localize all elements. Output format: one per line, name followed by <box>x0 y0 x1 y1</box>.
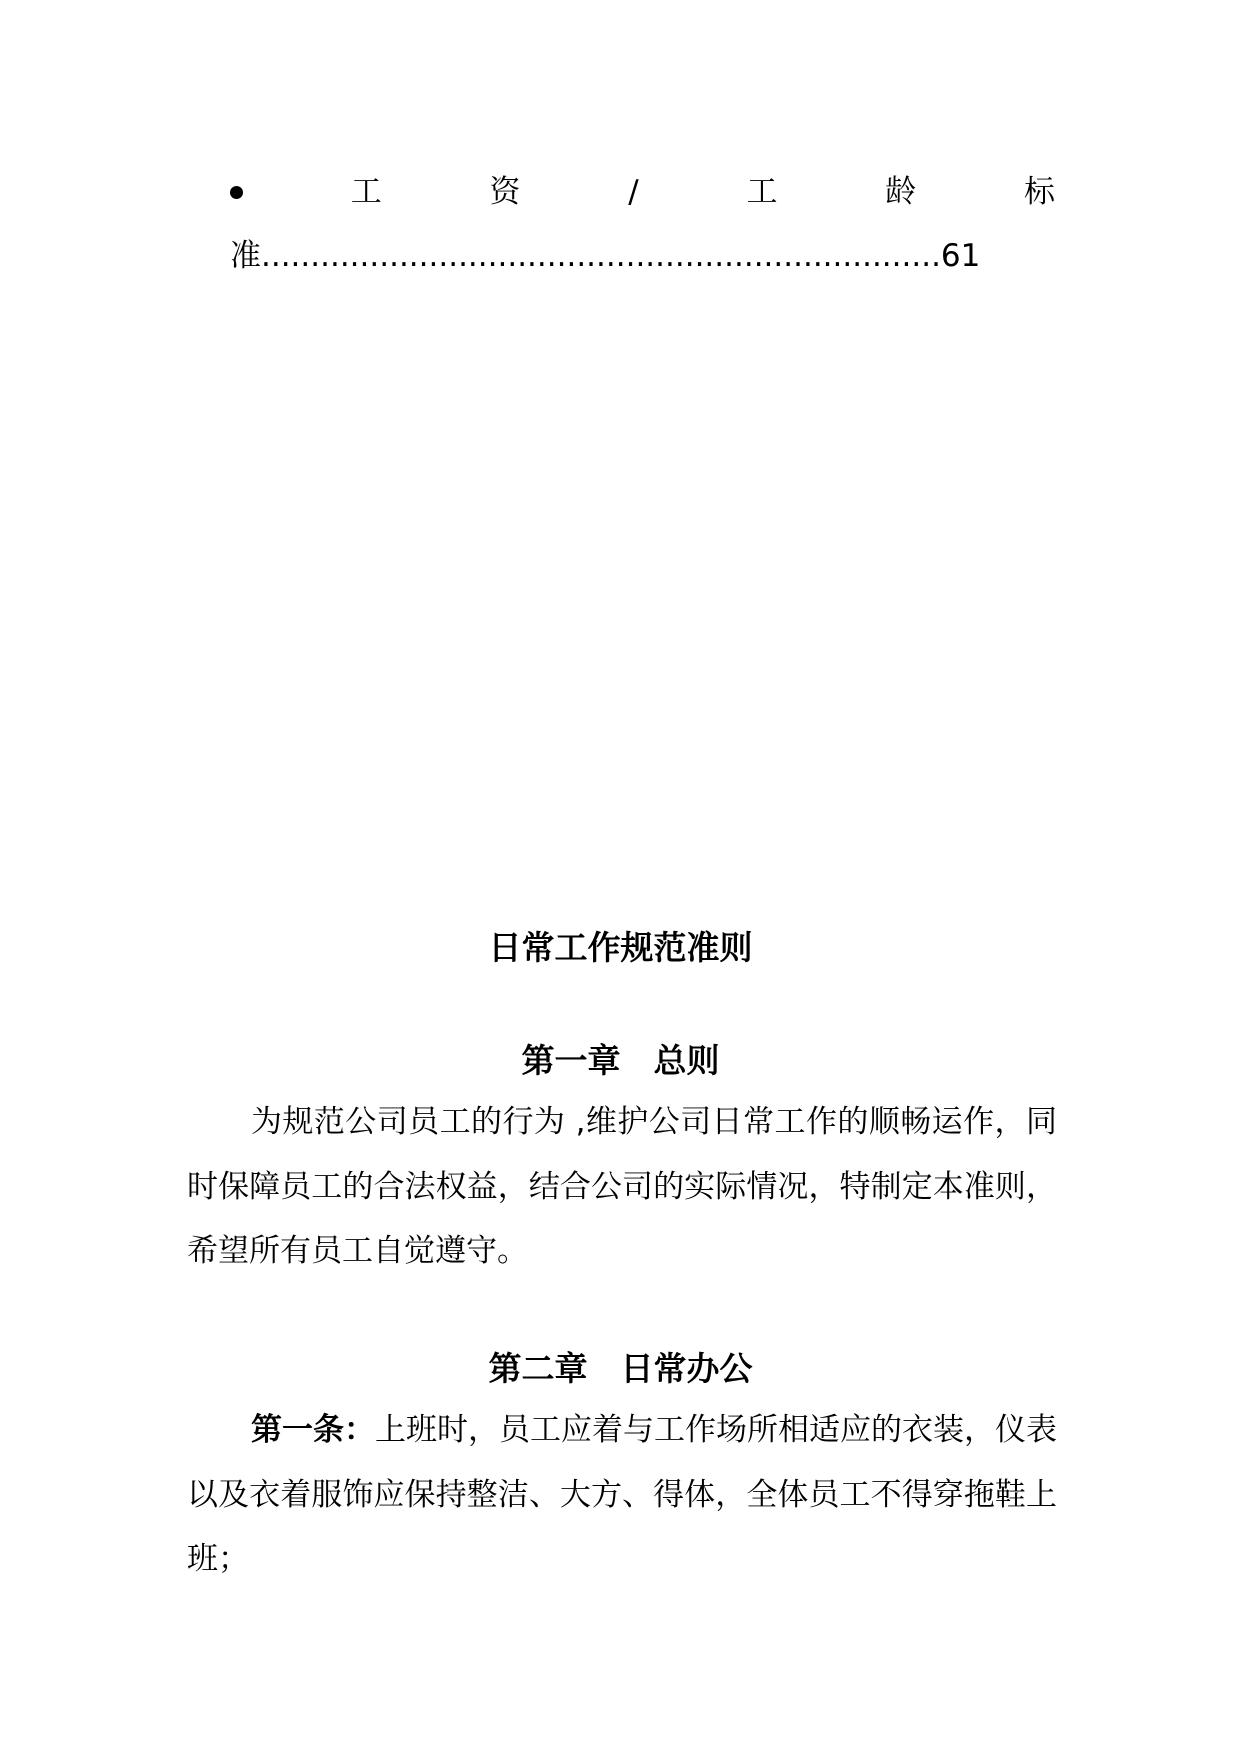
chapter-1-heading: 第一章 总则 <box>521 1041 720 1080</box>
article-1-text: 上班时，员工应着与工作场所相适应的衣装，仪表以及衣着服饰应保持整洁、大方、得体，全体员工不得穿拖鞋上班； <box>187 1412 1057 1577</box>
toc-entry-char: / <box>628 174 639 210</box>
toc-entry-char: 资 <box>489 174 521 210</box>
toc-entry[interactable] <box>230 160 1055 288</box>
toc-entry-char: 工 <box>746 174 778 210</box>
chapter-2-heading: 第二章 日常办公 <box>488 1349 753 1388</box>
toc-entry-char: 龄 <box>885 174 917 210</box>
toc-entry-char: 工 <box>350 174 382 210</box>
toc-entry-leader-and-page: 准.....................................................................61 <box>230 238 981 274</box>
toc-entry-char: 标 <box>1023 174 1055 210</box>
article-1-paragraph <box>187 1398 1057 1592</box>
chapter-1-paragraph: 为规范公司员工的行为 ,维护公司日常工作的顺畅运作，同时保障员工的合法权益，结合公司的实际情况，特制定本准则，希望所有员工自觉遵守。 <box>187 1104 1057 1269</box>
article-1-label: 第一条： <box>251 1412 375 1448</box>
document-title: 日常工作规范准则 <box>488 928 753 967</box>
toc-entry-line <box>230 160 1055 224</box>
bullet-icon <box>230 186 243 199</box>
